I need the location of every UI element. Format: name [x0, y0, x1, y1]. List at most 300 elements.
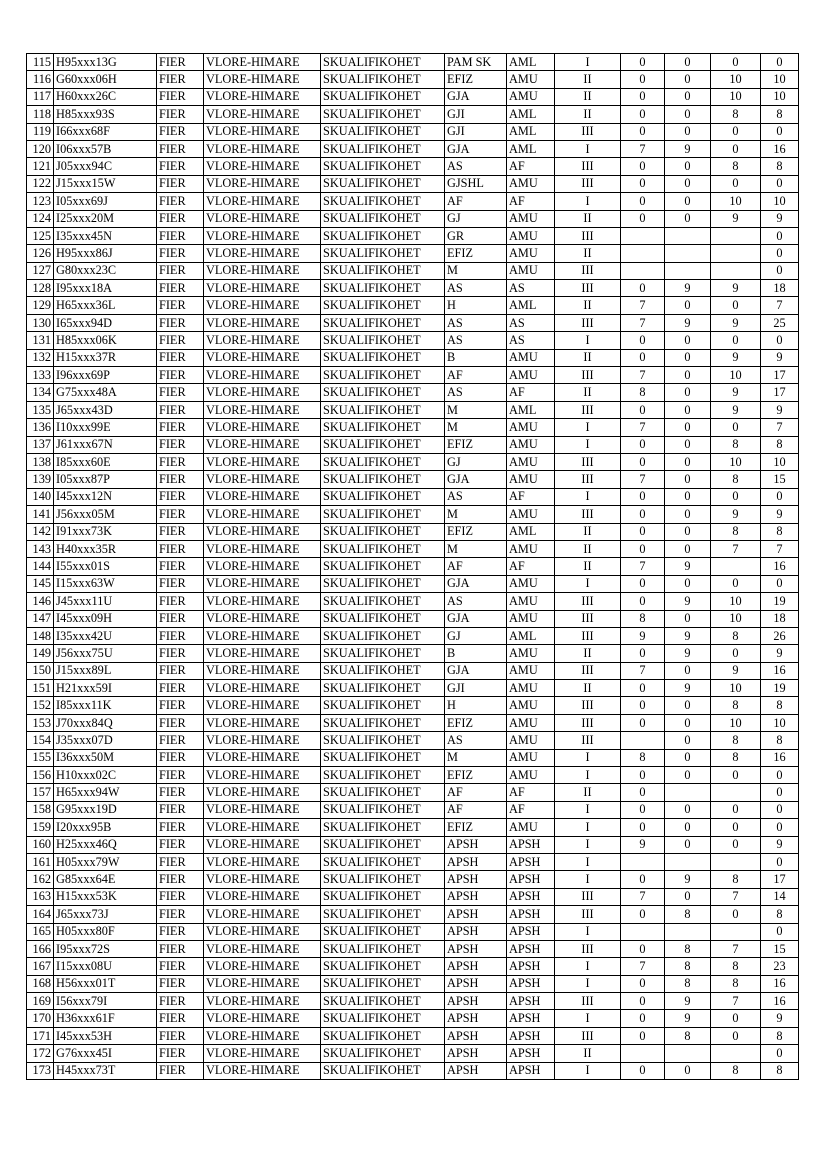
cell-region: FIER: [157, 836, 204, 853]
cell-score-3: 8: [711, 697, 761, 714]
cell-score-1: 0: [621, 575, 665, 592]
cell-candidate-code: I66xxx68F: [54, 123, 157, 140]
cell-score-2: 0: [665, 662, 711, 679]
cell-score-1: 0: [621, 332, 665, 349]
cell-region: FIER: [157, 245, 204, 262]
cell-score-2: [665, 1045, 711, 1062]
cell-score-1: 7: [621, 297, 665, 314]
cell-exam-type: AS: [507, 280, 555, 297]
cell-district: VLORE-HIMARE: [204, 210, 321, 227]
cell-exam-type: AML: [507, 627, 555, 644]
cell-region: FIER: [157, 419, 204, 436]
cell-score-1: 7: [621, 471, 665, 488]
cell-region: FIER: [157, 627, 204, 644]
cell-score-2: 9: [665, 593, 711, 610]
cell-score-1: [621, 853, 665, 870]
cell-level: I: [555, 836, 621, 853]
cell-level: III: [555, 993, 621, 1010]
cell-region: FIER: [157, 88, 204, 105]
cell-score-3: 0: [711, 819, 761, 836]
cell-score-2: 0: [665, 540, 711, 557]
cell-level: I: [555, 749, 621, 766]
cell-level: III: [555, 280, 621, 297]
cell-subject-short: GR: [445, 227, 507, 244]
cell-district: VLORE-HIMARE: [204, 540, 321, 557]
cell-subject-short: M: [445, 419, 507, 436]
cell-district: VLORE-HIMARE: [204, 280, 321, 297]
table-row: [27, 993, 799, 1010]
cell-score-1: [621, 227, 665, 244]
cell-total-score: 8: [761, 106, 799, 123]
cell-district: VLORE-HIMARE: [204, 645, 321, 662]
cell-score-1: 0: [621, 54, 665, 71]
cell-region: FIER: [157, 71, 204, 88]
cell-score-1: [621, 732, 665, 749]
cell-level: I: [555, 853, 621, 870]
cell-district: VLORE-HIMARE: [204, 140, 321, 157]
cell-score-3: 8: [711, 158, 761, 175]
table-row: [27, 471, 799, 488]
cell-score-2: 0: [665, 801, 711, 818]
cell-region: FIER: [157, 349, 204, 366]
table-row: [27, 123, 799, 140]
cell-score-3: [711, 227, 761, 244]
cell-score-3: [711, 1045, 761, 1062]
cell-score-3: 8: [711, 732, 761, 749]
cell-row-number: 128: [27, 280, 54, 297]
cell-region: FIER: [157, 123, 204, 140]
cell-region: FIER: [157, 471, 204, 488]
cell-status: SKUALIFIKOHET: [321, 419, 445, 436]
cell-level: III: [555, 888, 621, 905]
cell-district: VLORE-HIMARE: [204, 627, 321, 644]
cell-score-1: [621, 262, 665, 279]
cell-status: SKUALIFIKOHET: [321, 123, 445, 140]
cell-total-score: 16: [761, 662, 799, 679]
cell-level: II: [555, 106, 621, 123]
cell-status: SKUALIFIKOHET: [321, 506, 445, 523]
cell-region: FIER: [157, 732, 204, 749]
cell-candidate-code: I45xxx12N: [54, 488, 157, 505]
cell-level: III: [555, 453, 621, 470]
cell-row-number: 136: [27, 419, 54, 436]
cell-score-1: 8: [621, 384, 665, 401]
cell-score-1: 0: [621, 88, 665, 105]
cell-subject-short: GJSHL: [445, 175, 507, 192]
cell-candidate-code: I20xxx95B: [54, 819, 157, 836]
cell-subject-short: AS: [445, 732, 507, 749]
cell-level: II: [555, 784, 621, 801]
table-row: [27, 453, 799, 470]
cell-level: III: [555, 175, 621, 192]
cell-row-number: 121: [27, 158, 54, 175]
cell-score-1: 7: [621, 958, 665, 975]
cell-status: SKUALIFIKOHET: [321, 297, 445, 314]
table-row: [27, 332, 799, 349]
cell-level: I: [555, 1010, 621, 1027]
cell-score-1: 7: [621, 419, 665, 436]
cell-status: SKUALIFIKOHET: [321, 940, 445, 957]
cell-score-2: 0: [665, 767, 711, 784]
cell-candidate-code: J45xxx11U: [54, 593, 157, 610]
cell-row-number: 115: [27, 54, 54, 71]
cell-row-number: 120: [27, 140, 54, 157]
cell-subject-short: EFIZ: [445, 436, 507, 453]
cell-row-number: 171: [27, 1027, 54, 1044]
cell-level: II: [555, 1045, 621, 1062]
cell-district: VLORE-HIMARE: [204, 384, 321, 401]
table-row: [27, 871, 799, 888]
cell-candidate-code: H15xxx37R: [54, 349, 157, 366]
cell-score-1: 0: [621, 401, 665, 418]
table-row: [27, 523, 799, 540]
cell-candidate-code: H10xxx02C: [54, 767, 157, 784]
cell-score-1: 0: [621, 801, 665, 818]
cell-total-score: 0: [761, 784, 799, 801]
cell-subject-short: M: [445, 749, 507, 766]
table-row: [27, 245, 799, 262]
table-row: [27, 540, 799, 557]
cell-district: VLORE-HIMARE: [204, 784, 321, 801]
table-row: [27, 436, 799, 453]
cell-district: VLORE-HIMARE: [204, 1062, 321, 1079]
cell-row-number: 122: [27, 175, 54, 192]
cell-region: FIER: [157, 140, 204, 157]
cell-score-3: 8: [711, 471, 761, 488]
cell-level: II: [555, 680, 621, 697]
cell-district: VLORE-HIMARE: [204, 193, 321, 210]
cell-row-number: 147: [27, 610, 54, 627]
cell-row-number: 155: [27, 749, 54, 766]
cell-district: VLORE-HIMARE: [204, 1010, 321, 1027]
cell-score-3: 8: [711, 975, 761, 992]
cell-score-2: 0: [665, 210, 711, 227]
cell-region: FIER: [157, 1062, 204, 1079]
table-row: [27, 923, 799, 940]
cell-candidate-code: H25xxx46Q: [54, 836, 157, 853]
cell-district: VLORE-HIMARE: [204, 401, 321, 418]
cell-score-2: 0: [665, 332, 711, 349]
cell-level: III: [555, 123, 621, 140]
cell-exam-type: AMU: [507, 175, 555, 192]
cell-subject-short: GJI: [445, 680, 507, 697]
cell-row-number: 173: [27, 1062, 54, 1079]
cell-score-1: 0: [621, 453, 665, 470]
cell-candidate-code: H65xxx94W: [54, 784, 157, 801]
cell-subject-short: GJ: [445, 210, 507, 227]
cell-exam-type: APSH: [507, 975, 555, 992]
cell-status: SKUALIFIKOHET: [321, 819, 445, 836]
cell-district: VLORE-HIMARE: [204, 836, 321, 853]
cell-subject-short: APSH: [445, 1062, 507, 1079]
table-row: [27, 175, 799, 192]
cell-district: VLORE-HIMARE: [204, 349, 321, 366]
cell-score-3: 0: [711, 332, 761, 349]
cell-exam-type: AMU: [507, 71, 555, 88]
cell-status: SKUALIFIKOHET: [321, 645, 445, 662]
cell-level: I: [555, 575, 621, 592]
cell-score-3: [711, 853, 761, 870]
cell-score-1: 0: [621, 349, 665, 366]
cell-total-score: 8: [761, 1062, 799, 1079]
cell-candidate-code: J61xxx67N: [54, 436, 157, 453]
cell-score-2: 9: [665, 140, 711, 157]
cell-exam-type: AMU: [507, 506, 555, 523]
cell-score-3: 9: [711, 401, 761, 418]
cell-score-1: 0: [621, 697, 665, 714]
cell-total-score: 0: [761, 332, 799, 349]
cell-district: VLORE-HIMARE: [204, 158, 321, 175]
cell-score-2: [665, 262, 711, 279]
cell-subject-short: AS: [445, 384, 507, 401]
cell-row-number: 166: [27, 940, 54, 957]
cell-score-3: 10: [711, 610, 761, 627]
cell-score-2: 0: [665, 732, 711, 749]
cell-total-score: 19: [761, 680, 799, 697]
cell-subject-short: GJ: [445, 627, 507, 644]
cell-candidate-code: J15xxx15W: [54, 175, 157, 192]
cell-total-score: 18: [761, 610, 799, 627]
cell-subject-short: GJ: [445, 453, 507, 470]
cell-score-3: 10: [711, 453, 761, 470]
cell-row-number: 143: [27, 540, 54, 557]
cell-exam-type: AML: [507, 401, 555, 418]
cell-region: FIER: [157, 193, 204, 210]
cell-total-score: 8: [761, 158, 799, 175]
cell-candidate-code: I05xxx69J: [54, 193, 157, 210]
cell-score-1: 0: [621, 123, 665, 140]
cell-district: VLORE-HIMARE: [204, 245, 321, 262]
table-row: [27, 193, 799, 210]
cell-score-1: 0: [621, 1010, 665, 1027]
table-row: [27, 140, 799, 157]
cell-score-3: [711, 245, 761, 262]
cell-score-3: 8: [711, 523, 761, 540]
cell-status: SKUALIFIKOHET: [321, 836, 445, 853]
cell-region: FIER: [157, 593, 204, 610]
cell-score-2: 0: [665, 123, 711, 140]
cell-score-3: 0: [711, 1010, 761, 1027]
cell-score-3: [711, 923, 761, 940]
cell-score-3: 10: [711, 593, 761, 610]
cell-row-number: 170: [27, 1010, 54, 1027]
cell-district: VLORE-HIMARE: [204, 436, 321, 453]
cell-score-3: 0: [711, 645, 761, 662]
cell-score-3: 10: [711, 367, 761, 384]
cell-total-score: 7: [761, 419, 799, 436]
cell-region: FIER: [157, 54, 204, 71]
cell-district: VLORE-HIMARE: [204, 506, 321, 523]
cell-candidate-code: I45xxx09H: [54, 610, 157, 627]
cell-level: III: [555, 471, 621, 488]
cell-region: FIER: [157, 506, 204, 523]
cell-exam-type: AMU: [507, 88, 555, 105]
cell-row-number: 161: [27, 853, 54, 870]
cell-score-1: 0: [621, 540, 665, 557]
cell-score-3: 9: [711, 314, 761, 331]
cell-candidate-code: H65xxx36L: [54, 297, 157, 314]
cell-exam-type: APSH: [507, 871, 555, 888]
cell-row-number: 148: [27, 627, 54, 644]
cell-score-2: 0: [665, 749, 711, 766]
cell-region: FIER: [157, 1027, 204, 1044]
cell-subject-short: AS: [445, 488, 507, 505]
cell-total-score: 8: [761, 436, 799, 453]
cell-level: II: [555, 210, 621, 227]
cell-subject-short: APSH: [445, 871, 507, 888]
cell-total-score: 16: [761, 140, 799, 157]
table-row: [27, 349, 799, 366]
cell-score-3: 10: [711, 71, 761, 88]
cell-candidate-code: I96xxx69P: [54, 367, 157, 384]
cell-total-score: 17: [761, 367, 799, 384]
cell-status: SKUALIFIKOHET: [321, 853, 445, 870]
cell-score-3: 9: [711, 384, 761, 401]
cell-region: FIER: [157, 227, 204, 244]
cell-subject-short: APSH: [445, 888, 507, 905]
cell-total-score: 0: [761, 819, 799, 836]
cell-level: I: [555, 819, 621, 836]
table-row: [27, 784, 799, 801]
cell-score-3: 8: [711, 749, 761, 766]
cell-candidate-code: I05xxx87P: [54, 471, 157, 488]
cell-level: II: [555, 349, 621, 366]
cell-region: FIER: [157, 680, 204, 697]
cell-score-2: 0: [665, 419, 711, 436]
cell-level: I: [555, 975, 621, 992]
cell-status: SKUALIFIKOHET: [321, 767, 445, 784]
cell-row-number: 126: [27, 245, 54, 262]
cell-score-1: 0: [621, 436, 665, 453]
cell-total-score: 10: [761, 453, 799, 470]
cell-total-score: 9: [761, 1010, 799, 1027]
cell-status: SKUALIFIKOHET: [321, 349, 445, 366]
cell-score-2: 0: [665, 453, 711, 470]
cell-status: SKUALIFIKOHET: [321, 436, 445, 453]
cell-score-1: 0: [621, 645, 665, 662]
cell-score-1: 0: [621, 210, 665, 227]
cell-status: SKUALIFIKOHET: [321, 1027, 445, 1044]
cell-district: VLORE-HIMARE: [204, 610, 321, 627]
table-row: [27, 732, 799, 749]
cell-subject-short: AS: [445, 593, 507, 610]
cell-score-3: 8: [711, 871, 761, 888]
cell-score-2: 0: [665, 714, 711, 731]
cell-district: VLORE-HIMARE: [204, 71, 321, 88]
cell-subject-short: APSH: [445, 940, 507, 957]
cell-subject-short: B: [445, 645, 507, 662]
cell-candidate-code: H15xxx53K: [54, 888, 157, 905]
cell-status: SKUALIFIKOHET: [321, 453, 445, 470]
cell-level: III: [555, 714, 621, 731]
cell-level: I: [555, 54, 621, 71]
cell-score-1: 0: [621, 975, 665, 992]
cell-exam-type: APSH: [507, 853, 555, 870]
cell-total-score: 7: [761, 297, 799, 314]
cell-score-3: [711, 558, 761, 575]
cell-status: SKUALIFIKOHET: [321, 175, 445, 192]
results-table: [26, 53, 799, 1080]
cell-score-2: 0: [665, 297, 711, 314]
cell-status: SKUALIFIKOHET: [321, 401, 445, 418]
cell-score-1: 0: [621, 906, 665, 923]
table-row: [27, 106, 799, 123]
cell-row-number: 135: [27, 401, 54, 418]
cell-district: VLORE-HIMARE: [204, 1045, 321, 1062]
cell-district: VLORE-HIMARE: [204, 332, 321, 349]
cell-subject-short: AS: [445, 158, 507, 175]
table-row: [27, 610, 799, 627]
cell-score-1: 0: [621, 593, 665, 610]
table-row: [27, 210, 799, 227]
cell-region: FIER: [157, 523, 204, 540]
cell-level: III: [555, 227, 621, 244]
cell-row-number: 169: [27, 993, 54, 1010]
cell-exam-type: AF: [507, 193, 555, 210]
cell-score-2: 0: [665, 175, 711, 192]
cell-total-score: 0: [761, 54, 799, 71]
cell-total-score: 9: [761, 210, 799, 227]
cell-total-score: 0: [761, 123, 799, 140]
table-row: [27, 384, 799, 401]
cell-status: SKUALIFIKOHET: [321, 575, 445, 592]
cell-total-score: 17: [761, 384, 799, 401]
cell-exam-type: AMU: [507, 471, 555, 488]
cell-score-2: 0: [665, 836, 711, 853]
cell-row-number: 168: [27, 975, 54, 992]
cell-exam-type: AML: [507, 106, 555, 123]
cell-row-number: 164: [27, 906, 54, 923]
cell-exam-type: APSH: [507, 1010, 555, 1027]
cell-region: FIER: [157, 801, 204, 818]
cell-score-2: 0: [665, 610, 711, 627]
cell-candidate-code: I95xxx18A: [54, 280, 157, 297]
cell-score-2: 0: [665, 888, 711, 905]
cell-level: II: [555, 523, 621, 540]
cell-score-1: 0: [621, 175, 665, 192]
cell-score-3: 0: [711, 123, 761, 140]
table-row: [27, 367, 799, 384]
cell-score-2: 0: [665, 54, 711, 71]
cell-status: SKUALIFIKOHET: [321, 71, 445, 88]
cell-score-2: 8: [665, 958, 711, 975]
cell-exam-type: APSH: [507, 993, 555, 1010]
cell-district: VLORE-HIMARE: [204, 906, 321, 923]
cell-score-1: 0: [621, 871, 665, 888]
cell-subject-short: PAM SK: [445, 54, 507, 71]
cell-level: II: [555, 88, 621, 105]
cell-region: FIER: [157, 106, 204, 123]
cell-exam-type: AML: [507, 123, 555, 140]
cell-total-score: 0: [761, 488, 799, 505]
cell-candidate-code: I06xxx57B: [54, 140, 157, 157]
cell-candidate-code: J15xxx89L: [54, 662, 157, 679]
cell-exam-type: AMU: [507, 662, 555, 679]
cell-region: FIER: [157, 401, 204, 418]
cell-level: I: [555, 871, 621, 888]
cell-score-1: 0: [621, 1062, 665, 1079]
cell-status: SKUALIFIKOHET: [321, 523, 445, 540]
cell-score-2: [665, 853, 711, 870]
cell-row-number: 137: [27, 436, 54, 453]
cell-score-2: 9: [665, 993, 711, 1010]
cell-score-1: 0: [621, 784, 665, 801]
cell-region: FIER: [157, 453, 204, 470]
cell-level: I: [555, 140, 621, 157]
cell-level: III: [555, 158, 621, 175]
cell-exam-type: APSH: [507, 923, 555, 940]
cell-candidate-code: H60xxx26C: [54, 88, 157, 105]
